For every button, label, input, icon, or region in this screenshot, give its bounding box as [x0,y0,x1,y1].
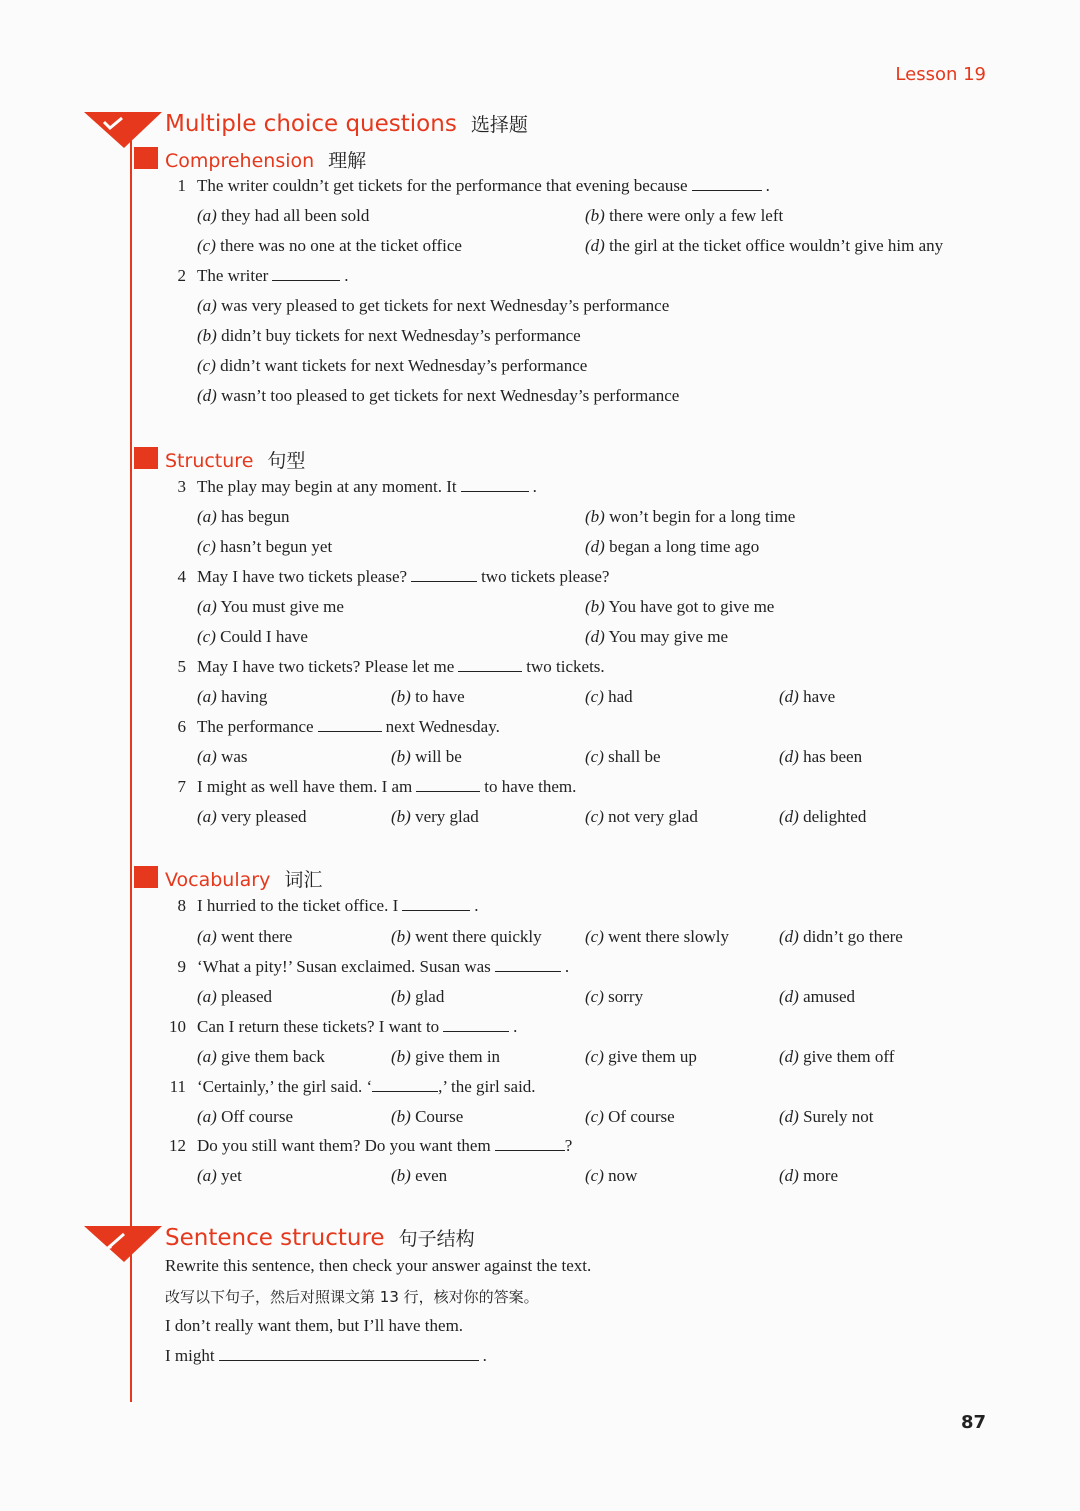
margin-rule [130,140,132,1402]
option-1d[interactable]: (d) the girl at the ticket office wouldn’t give him any [585,236,944,255]
option-12a[interactable]: (a) yet [197,1166,242,1185]
option-1a[interactable]: (a) they had all been sold [197,206,370,225]
answer-blank[interactable] [443,1017,509,1032]
option-11c[interactable]: (c) Of course [585,1107,675,1126]
option-3b[interactable]: (b) won’t begin for a long time [585,507,796,526]
option-2d[interactable]: (d) wasn’t too pleased to get tickets for next Wednesday’s performance [197,386,680,405]
answer-blank[interactable] [495,1136,565,1151]
option-9c[interactable]: (c) sorry [585,987,644,1006]
option-10b[interactable]: (b) give them in [391,1047,501,1066]
option-3a[interactable]: (a) has begun [197,507,290,526]
option-3c[interactable]: (c) hasn’t begun yet [197,537,333,556]
source-sentence: I don’t really want them, but I’ll have them. [165,1316,464,1335]
option-2a[interactable]: (a) was very pleased to get tickets for next Wednesday’s performance [197,296,670,315]
option-3d[interactable]: (d) began a long time ago [585,537,760,556]
instruction-cn: 改写以下句子，然后对照课文第 13 行，核对你的答案。 [165,1288,539,1306]
option-7b[interactable]: (b) very glad [391,807,479,826]
option-5d[interactable]: (d) have [779,687,836,706]
question-2: 2 The writer . [177,266,349,285]
checkmark-icon [84,110,164,150]
option-6b[interactable]: (b) will be [391,747,462,766]
option-8b[interactable]: (b) went there quickly [391,927,542,946]
answer-blank[interactable] [416,777,480,792]
answer-blank[interactable] [458,657,522,672]
answer-blank[interactable] [402,896,470,911]
sentence-structure-heading: Sentence structure 句子结构 [165,1225,475,1251]
question-12: 12 Do you still want them? Do you want them ? [169,1136,573,1155]
answer-blank[interactable] [318,717,382,732]
mcq-title: Multiple choice questions [165,111,457,137]
option-7a[interactable]: (a) very pleased [197,807,307,826]
question-7: 7 I might as well have them. I am to have them. [177,777,577,796]
option-9d[interactable]: (d) amused [779,987,856,1006]
option-10a[interactable]: (a) give them back [197,1047,325,1066]
option-1b[interactable]: (b) there were only a few left [585,206,784,225]
option-8d[interactable]: (d) didn’t go there [779,927,903,946]
question-8: 8 I hurried to the ticket office. I . [177,896,479,915]
option-6a[interactable]: (a) was [197,747,248,766]
option-6d[interactable]: (d) has been [779,747,863,766]
pencil-icon [84,1224,164,1264]
lesson-label: Lesson 19 [895,64,986,85]
option-11d[interactable]: (d) Surely not [779,1107,874,1126]
option-2c[interactable]: (c) didn’t want tickets for next Wednesday’s performance [197,356,588,375]
option-8c[interactable]: (c) went there slowly [585,927,729,946]
structure-heading: Structure 句型 [165,450,306,472]
section-marker [134,447,158,469]
section-marker [134,147,158,169]
option-9a[interactable]: (a) pleased [197,987,273,1006]
page-number: 87 [960,1412,986,1433]
option-12d[interactable]: (d) more [779,1166,839,1185]
option-5a[interactable]: (a) having [197,687,268,706]
answer-blank[interactable] [495,957,561,972]
answer-blank[interactable] [461,477,529,492]
option-7d[interactable]: (d) delighted [779,807,867,826]
answer-blank[interactable] [692,176,762,191]
comprehension-heading: Comprehension 理解 [165,150,367,172]
option-5b[interactable]: (b) to have [391,687,465,706]
option-5c[interactable]: (c) had [585,687,633,706]
option-1c[interactable]: (c) there was no one at the ticket office [197,236,462,255]
option-4a[interactable]: (a) You must give me [197,597,344,616]
option-6c[interactable]: (c) shall be [585,747,661,766]
option-7c[interactable]: (c) not very glad [585,807,698,826]
answer-blank[interactable] [372,1077,438,1092]
option-8a[interactable]: (a) went there [197,927,293,946]
question-4: 4 May I have two tickets please? two tickets please? [177,567,610,586]
option-12b[interactable]: (b) even [391,1166,448,1185]
question-6: 6 The performance next Wednesday. [177,717,500,736]
rewrite-blank[interactable] [219,1346,479,1361]
question-11: 11 ‘Certainly,’ the girl said. ‘ ,’ the girl said. [169,1077,536,1096]
mcq-heading [165,110,528,137]
vocabulary-heading: Vocabulary 词汇 [165,869,323,891]
option-11b[interactable]: (b) Course [391,1107,464,1126]
question-10: 10 Can I return these tickets? I want to . [169,1017,518,1036]
mcq-title-cn: 选择题 [470,114,528,136]
section-marker [134,866,158,888]
option-2b[interactable]: (b) didn’t buy tickets for next Wednesday’s performance [197,326,581,345]
option-12c[interactable]: (c) now [585,1166,638,1185]
question-1: 1 The writer couldn’t get tickets for the performance that evening because . [177,176,770,195]
question-9: 9 ‘What a pity!’ Susan exclaimed. Susan was . [177,957,570,976]
rewrite-line: I might . [165,1346,487,1365]
option-4d[interactable]: (d) You may give me [585,627,729,646]
answer-blank[interactable] [411,567,477,582]
question-5: 5 May I have two tickets? Please let me two tickets. [177,657,605,676]
option-9b[interactable]: (b) glad [391,987,445,1006]
option-4b[interactable]: (b) You have got to give me [585,597,775,616]
option-10d[interactable]: (d) give them off [779,1047,895,1066]
answer-blank[interactable] [272,266,340,281]
instruction: Rewrite this sentence, then check your answer against the text. [165,1256,592,1275]
question-3: 3 The play may begin at any moment. It . [177,477,537,496]
option-11a[interactable]: (a) Off course [197,1107,293,1126]
option-4c[interactable]: (c) Could I have [197,627,308,646]
option-10c[interactable]: (c) give them up [585,1047,697,1066]
